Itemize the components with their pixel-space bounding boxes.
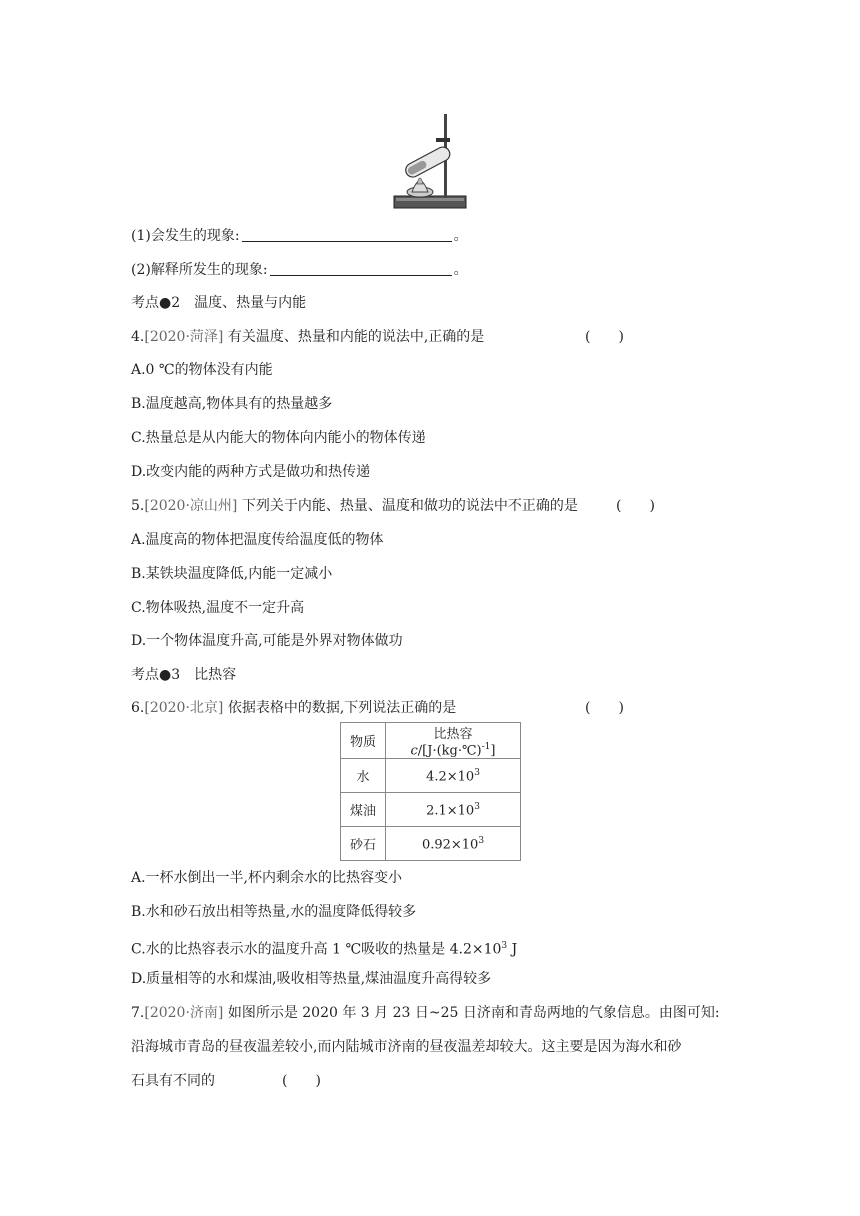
question-7-line2: 沿海城市青岛的昼夜温差较小,而内陆城市济南的昼夜温差却较大。这主要是因为海水和砂 xyxy=(131,1039,682,1055)
lab-apparatus-figure xyxy=(392,110,470,212)
fill-item-end: 。 xyxy=(453,228,468,244)
answer-blank[interactable] xyxy=(270,261,452,276)
q4-option-a[interactable]: A.0 ℃的物体没有内能 xyxy=(131,362,273,378)
question-number: 4. xyxy=(131,329,145,345)
q6-option-b[interactable]: B.水和砂石放出相等热量,水的温度降低得较多 xyxy=(131,904,417,920)
q6-option-a[interactable]: A.一杯水倒出一半,杯内剩余水的比热容变小 xyxy=(131,870,403,886)
answer-blank[interactable] xyxy=(242,227,452,242)
q4-option-c[interactable]: C.热量总是从内能大的物体向内能小的物体传递 xyxy=(131,430,426,446)
answer-paren[interactable]: ( ) xyxy=(585,700,624,716)
question-number: 7. xyxy=(131,1005,145,1021)
q5-option-c[interactable]: C.物体吸热,温度不一定升高 xyxy=(131,600,305,616)
table-row xyxy=(341,827,521,861)
q5-option-d[interactable]: D.一个物体温度升高,可能是外界对物体做功 xyxy=(131,633,403,649)
table-row xyxy=(341,793,521,827)
question-text: 如图所示是 2020 年 3 月 23 日~25 日济南和青岛两地的气象信息。由图可知: xyxy=(227,1005,720,1021)
question-source: [2020·北京] xyxy=(144,700,224,716)
answer-paren[interactable]: ( ) xyxy=(585,329,624,345)
q6-option-c[interactable]: C.水的比热容表示水的温度升高 1 ℃吸收的热量是 $4.2\times 10^3$ J xyxy=(131,941,518,958)
section-heading-3: 考点●3 比热容 xyxy=(131,667,237,683)
specific-heat-table xyxy=(340,722,521,861)
question-text: 下列关于内能、热量、温度和做功的说法中不正确的是 xyxy=(241,498,578,514)
fill-item-label: (1)会发生的现象: xyxy=(131,228,240,244)
question-source: [2020·济南] xyxy=(144,1005,224,1021)
question-text: 有关温度、热量和内能的说法中,正确的是 xyxy=(227,329,485,345)
table-header-substance: 物质 xyxy=(341,723,386,759)
q4-option-d[interactable]: D.改变内能的两种方式是做功和热传递 xyxy=(131,464,371,480)
table-cell-value: $2.1\times 10^3$ xyxy=(386,793,521,827)
question-number: 6. xyxy=(131,700,145,716)
q5-option-b[interactable]: B.某铁块温度降低,内能一定减小 xyxy=(131,566,333,582)
question-6-stem xyxy=(131,698,456,718)
question-text: 依据表格中的数据,下列说法正确的是 xyxy=(227,700,457,716)
table-cell-value: $0.92\times 10^3$ xyxy=(386,827,521,861)
section-heading-2: 考点●2 温度、热量与内能 xyxy=(131,295,307,311)
question-source: [2020·凉山州] xyxy=(144,498,238,514)
table-cell-substance: 煤油 xyxy=(341,793,386,827)
question-7-line3: 石具有不同的 xyxy=(131,1073,215,1089)
question-source: [2020·菏泽] xyxy=(144,329,224,345)
table-cell-substance: 砂石 xyxy=(341,827,386,861)
answer-paren[interactable]: ( ) xyxy=(616,498,655,514)
fill-item-1 xyxy=(131,226,468,246)
question-4-stem xyxy=(131,327,484,347)
question-7-stem xyxy=(131,1003,720,1023)
answer-paren[interactable]: ( ) xyxy=(282,1073,321,1089)
q6-option-d[interactable]: D.质量相等的水和煤油,吸收相等热量,煤油温度升高得较多 xyxy=(131,971,492,987)
table-cell-substance: 水 xyxy=(341,759,386,793)
table-header-row xyxy=(341,723,521,759)
table-header-specific-heat: 比热容 c/[J·(kg·℃)$^{-1}$] xyxy=(386,723,521,759)
question-number: 5. xyxy=(131,498,145,514)
fill-item-label: (2)解释所发生的现象: xyxy=(131,262,268,278)
fill-item-2 xyxy=(131,260,468,280)
q4-option-b[interactable]: B.温度越高,物体具有的热量越多 xyxy=(131,396,333,412)
fill-item-end: 。 xyxy=(453,262,468,278)
q5-option-a[interactable]: A.温度高的物体把温度传给温度低的物体 xyxy=(131,532,384,548)
table-row xyxy=(341,759,521,793)
table-cell-value: $4.2\times 10^3$ xyxy=(386,759,521,793)
question-5-stem xyxy=(131,496,578,516)
